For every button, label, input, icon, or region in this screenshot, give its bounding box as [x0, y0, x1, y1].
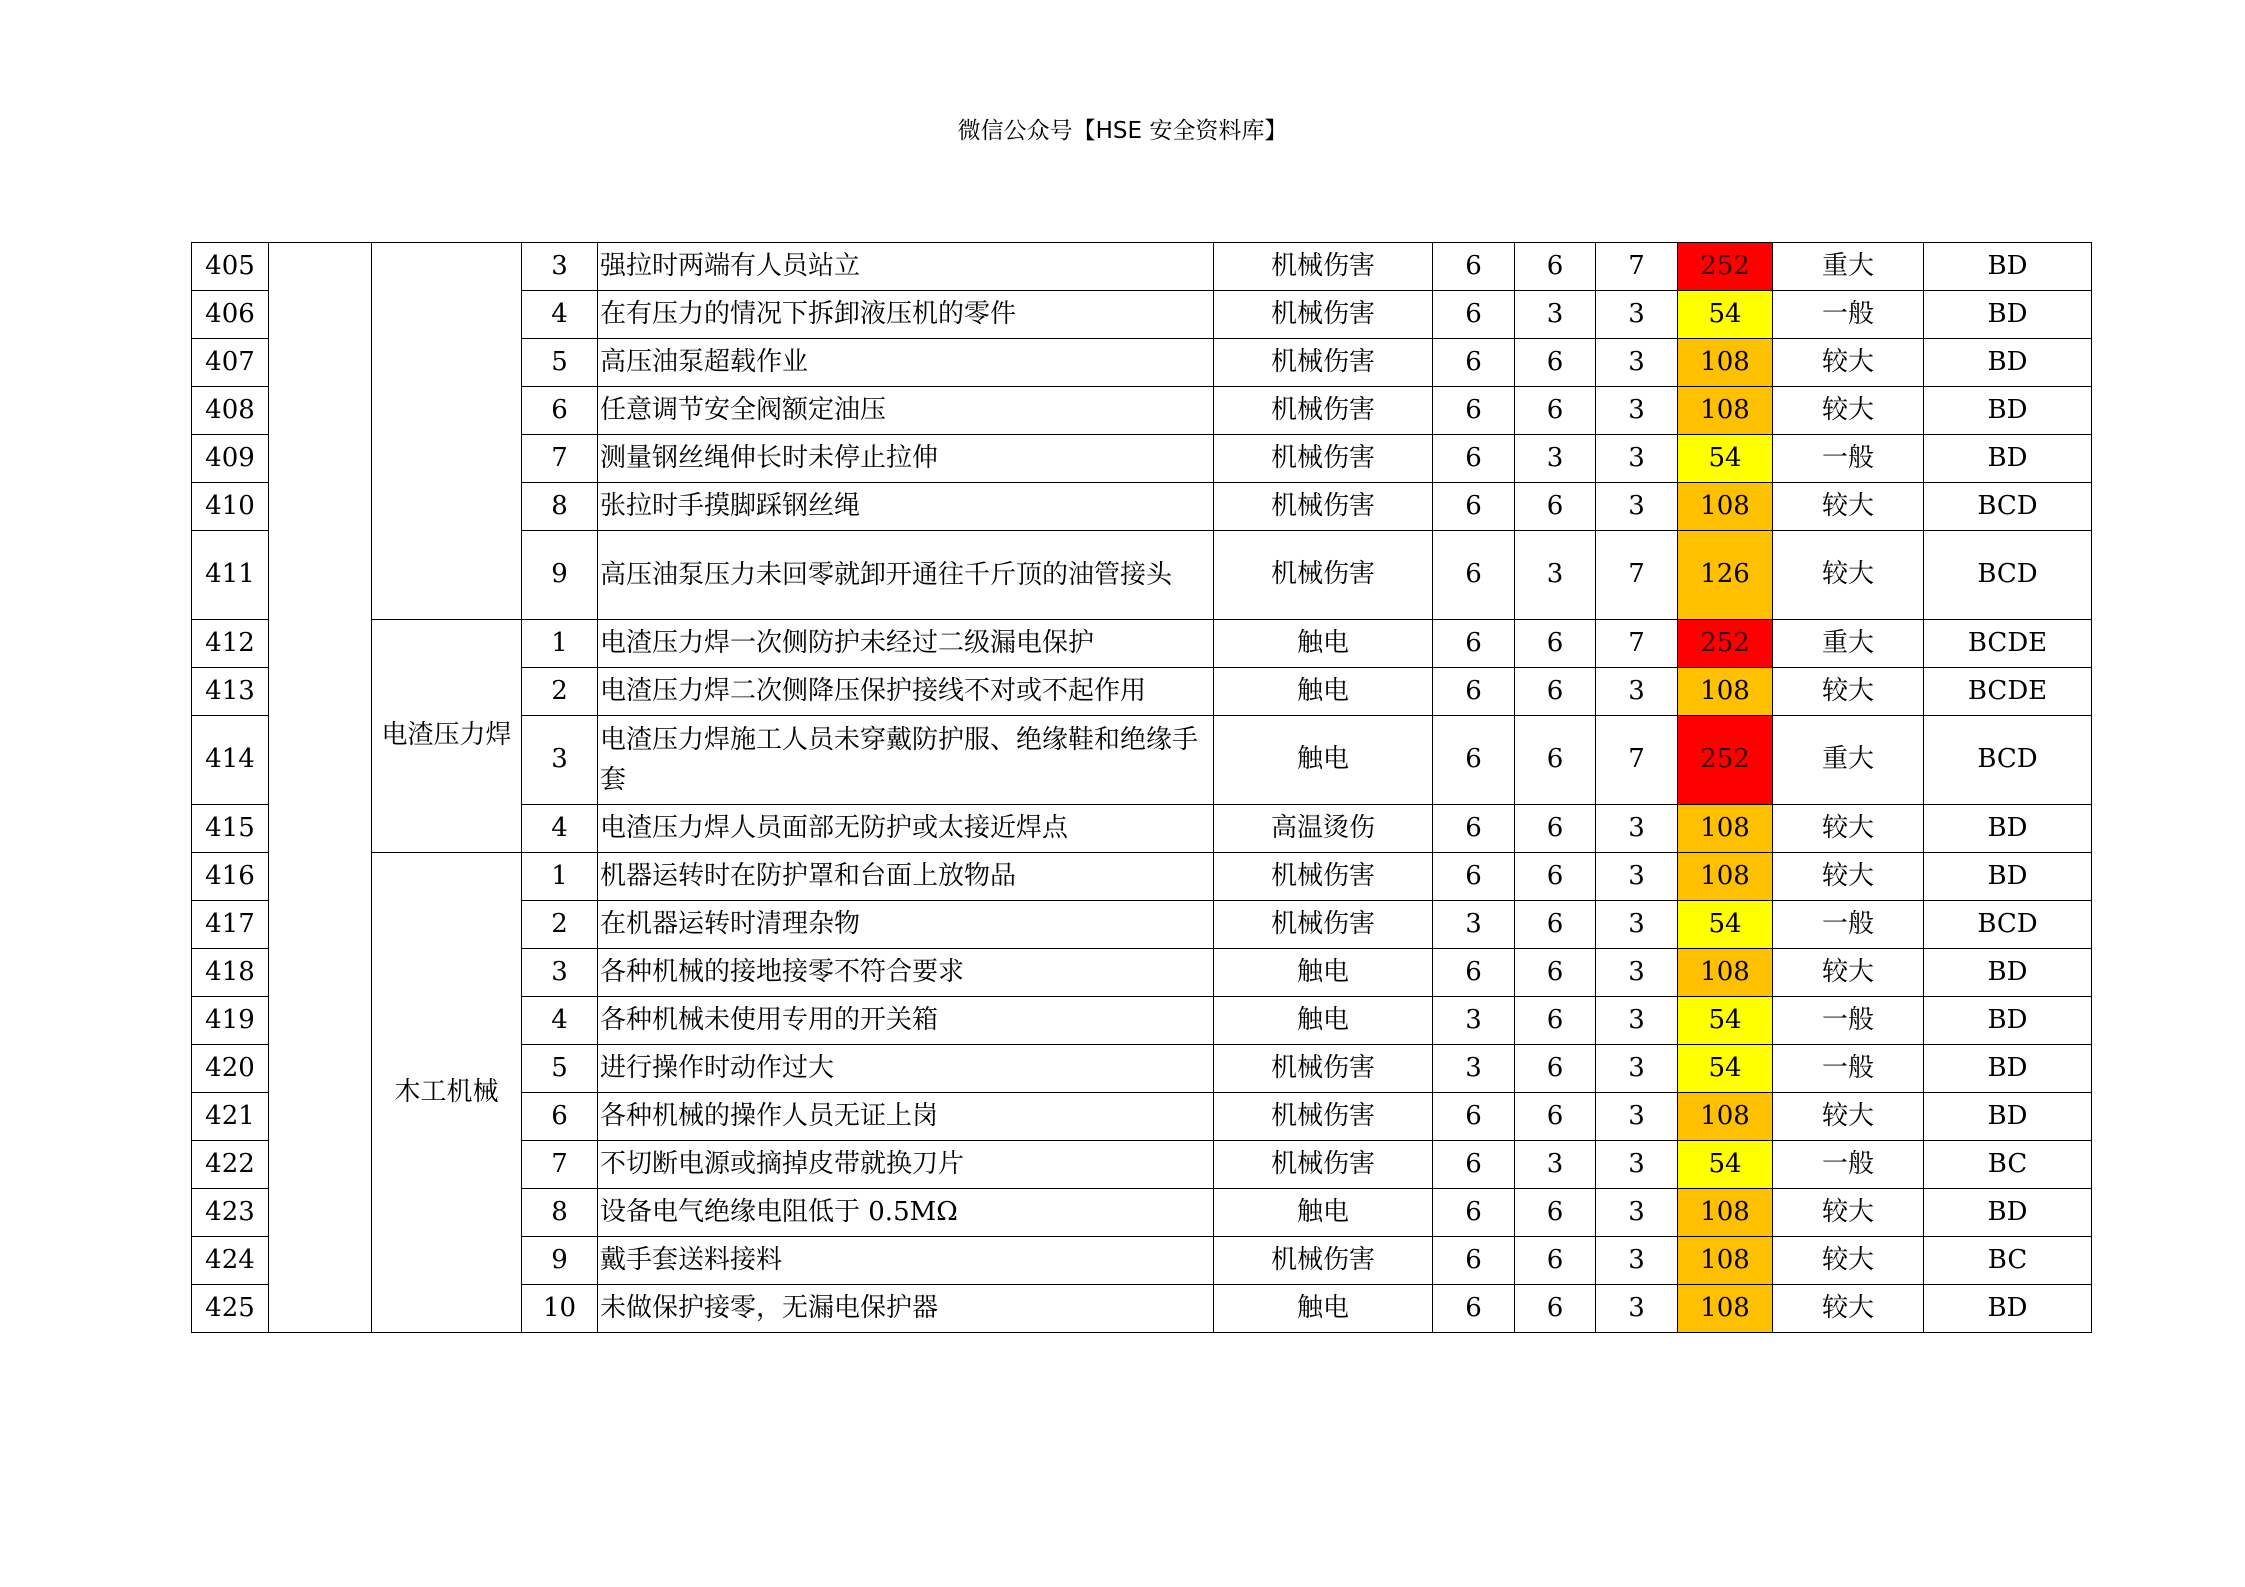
score-l: 6 — [1433, 387, 1515, 435]
hazard-description: 戴手套送料接料 — [598, 1237, 1214, 1285]
accident-type: 机械伤害 — [1214, 1141, 1433, 1189]
control-measures: BCD — [1924, 716, 2092, 805]
score-d: 108 — [1678, 1237, 1773, 1285]
score-e: 3 — [1515, 1141, 1596, 1189]
score-d: 252 — [1678, 716, 1773, 805]
row-number: 412 — [192, 620, 269, 668]
score-c: 3 — [1596, 1285, 1678, 1333]
score-c: 3 — [1596, 291, 1678, 339]
risk-level: 重大 — [1773, 716, 1924, 805]
control-measures: BD — [1924, 853, 2092, 901]
group-electroslag-welding: 电渣压力焊 — [372, 620, 522, 853]
score-d: 108 — [1678, 339, 1773, 387]
score-e: 6 — [1515, 620, 1596, 668]
control-measures: BD — [1924, 1285, 2092, 1333]
item-index: 4 — [522, 997, 598, 1045]
accident-type: 触电 — [1214, 620, 1433, 668]
score-d: 108 — [1678, 1285, 1773, 1333]
accident-type: 机械伤害 — [1214, 291, 1433, 339]
accident-type: 触电 — [1214, 1285, 1433, 1333]
hazard-description: 在有压力的情况下拆卸液压机的零件 — [598, 291, 1214, 339]
score-l: 6 — [1433, 483, 1515, 531]
score-c: 3 — [1596, 997, 1678, 1045]
score-e: 6 — [1515, 853, 1596, 901]
hazard-description: 设备电气绝缘电阻低于 0.5MΩ — [598, 1189, 1214, 1237]
item-index: 3 — [522, 243, 598, 291]
row-number: 414 — [192, 716, 269, 805]
hazard-description: 张拉时手摸脚踩钢丝绳 — [598, 483, 1214, 531]
row-number: 416 — [192, 853, 269, 901]
row-number: 411 — [192, 531, 269, 620]
score-e: 3 — [1515, 531, 1596, 620]
row-number: 405 — [192, 243, 269, 291]
risk-level: 一般 — [1773, 1141, 1924, 1189]
score-c: 7 — [1596, 531, 1678, 620]
hazard-description: 不切断电源或摘掉皮带就换刀片 — [598, 1141, 1214, 1189]
control-measures: BD — [1924, 291, 2092, 339]
score-c: 3 — [1596, 668, 1678, 716]
score-l: 6 — [1433, 291, 1515, 339]
control-measures: BCDE — [1924, 620, 2092, 668]
item-index: 6 — [522, 1093, 598, 1141]
score-l: 6 — [1433, 668, 1515, 716]
hazard-description: 电渣压力焊施工人员未穿戴防护服、绝缘鞋和绝缘手套 — [598, 716, 1214, 805]
score-d: 108 — [1678, 387, 1773, 435]
item-index: 1 — [522, 853, 598, 901]
control-measures: BCD — [1924, 483, 2092, 531]
risk-level: 一般 — [1773, 1045, 1924, 1093]
control-measures: BD — [1924, 997, 2092, 1045]
score-d: 108 — [1678, 1189, 1773, 1237]
score-c: 7 — [1596, 620, 1678, 668]
risk-level: 较大 — [1773, 1189, 1924, 1237]
row-number: 408 — [192, 387, 269, 435]
hazard-description: 各种机械的操作人员无证上岗 — [598, 1093, 1214, 1141]
score-e: 6 — [1515, 483, 1596, 531]
risk-level: 较大 — [1773, 387, 1924, 435]
score-l: 3 — [1433, 997, 1515, 1045]
row-number: 409 — [192, 435, 269, 483]
row-number: 417 — [192, 901, 269, 949]
accident-type: 高温烫伤 — [1214, 805, 1433, 853]
hazard-description: 任意调节安全阀额定油压 — [598, 387, 1214, 435]
score-l: 6 — [1433, 435, 1515, 483]
score-l: 6 — [1433, 243, 1515, 291]
accident-type: 触电 — [1214, 1189, 1433, 1237]
risk-level: 较大 — [1773, 1285, 1924, 1333]
control-measures: BC — [1924, 1237, 2092, 1285]
item-index: 4 — [522, 805, 598, 853]
item-index: 7 — [522, 1141, 598, 1189]
score-e: 6 — [1515, 949, 1596, 997]
score-c: 3 — [1596, 1045, 1678, 1093]
risk-level: 一般 — [1773, 291, 1924, 339]
hazard-description: 机器运转时在防护罩和台面上放物品 — [598, 853, 1214, 901]
accident-type: 机械伤害 — [1214, 243, 1433, 291]
score-c: 3 — [1596, 1189, 1678, 1237]
accident-type: 触电 — [1214, 716, 1433, 805]
row-number: 422 — [192, 1141, 269, 1189]
score-e: 6 — [1515, 668, 1596, 716]
row-number: 418 — [192, 949, 269, 997]
risk-level: 一般 — [1773, 901, 1924, 949]
risk-level: 重大 — [1773, 243, 1924, 291]
accident-type: 机械伤害 — [1214, 435, 1433, 483]
score-d: 54 — [1678, 435, 1773, 483]
score-c: 3 — [1596, 435, 1678, 483]
accident-type: 机械伤害 — [1214, 853, 1433, 901]
score-e: 6 — [1515, 339, 1596, 387]
score-l: 6 — [1433, 620, 1515, 668]
control-measures: BD — [1924, 243, 2092, 291]
score-d: 54 — [1678, 1141, 1773, 1189]
score-d: 108 — [1678, 853, 1773, 901]
accident-type: 机械伤害 — [1214, 1237, 1433, 1285]
risk-level: 一般 — [1773, 435, 1924, 483]
score-c: 3 — [1596, 339, 1678, 387]
accident-type: 机械伤害 — [1214, 483, 1433, 531]
item-index: 2 — [522, 668, 598, 716]
row-number: 420 — [192, 1045, 269, 1093]
risk-table — [191, 242, 2092, 1333]
score-c: 3 — [1596, 853, 1678, 901]
score-d: 54 — [1678, 1045, 1773, 1093]
hazard-description: 各种机械的接地接零不符合要求 — [598, 949, 1214, 997]
score-c: 3 — [1596, 1093, 1678, 1141]
score-e: 6 — [1515, 716, 1596, 805]
score-e: 6 — [1515, 1189, 1596, 1237]
row-number: 410 — [192, 483, 269, 531]
score-c: 7 — [1596, 243, 1678, 291]
hazard-description: 测量钢丝绳伸长时未停止拉伸 — [598, 435, 1214, 483]
item-index: 8 — [522, 1189, 598, 1237]
score-e: 3 — [1515, 435, 1596, 483]
risk-level: 较大 — [1773, 339, 1924, 387]
hazard-description: 电渣压力焊二次侧降压保护接线不对或不起作用 — [598, 668, 1214, 716]
score-l: 6 — [1433, 531, 1515, 620]
control-measures: BD — [1924, 387, 2092, 435]
accident-type: 触电 — [1214, 668, 1433, 716]
risk-level: 较大 — [1773, 853, 1924, 901]
table-row — [192, 243, 2092, 291]
hazard-description: 高压油泵压力未回零就卸开通往千斤顶的油管接头 — [598, 531, 1214, 620]
score-d: 54 — [1678, 997, 1773, 1045]
accident-type: 机械伤害 — [1214, 1093, 1433, 1141]
item-index: 6 — [522, 387, 598, 435]
score-e: 6 — [1515, 387, 1596, 435]
row-number: 421 — [192, 1093, 269, 1141]
control-measures: BCD — [1924, 531, 2092, 620]
score-c: 3 — [1596, 901, 1678, 949]
score-c: 3 — [1596, 805, 1678, 853]
score-c: 3 — [1596, 483, 1678, 531]
accident-type: 触电 — [1214, 949, 1433, 997]
accident-type: 触电 — [1214, 997, 1433, 1045]
score-l: 3 — [1433, 1045, 1515, 1093]
score-l: 6 — [1433, 949, 1515, 997]
subcategory-cell — [372, 243, 522, 620]
item-index: 5 — [522, 339, 598, 387]
page-header: 微信公众号【HSE 安全资料库】 — [957, 118, 1288, 144]
item-index: 3 — [522, 949, 598, 997]
control-measures: BCD — [1924, 901, 2092, 949]
group-woodworking-machinery: 木工机械 — [372, 853, 522, 1333]
risk-level: 较大 — [1773, 805, 1924, 853]
hazard-description: 高压油泵超载作业 — [598, 339, 1214, 387]
category-cell — [269, 243, 372, 1333]
item-index: 10 — [522, 1285, 598, 1333]
risk-level: 重大 — [1773, 620, 1924, 668]
row-number: 419 — [192, 997, 269, 1045]
row-number: 407 — [192, 339, 269, 387]
score-e: 6 — [1515, 805, 1596, 853]
row-number: 425 — [192, 1285, 269, 1333]
item-index: 9 — [522, 531, 598, 620]
control-measures: BD — [1924, 949, 2092, 997]
score-e: 6 — [1515, 997, 1596, 1045]
hazard-description: 各种机械未使用专用的开关箱 — [598, 997, 1214, 1045]
score-c: 3 — [1596, 949, 1678, 997]
score-l: 6 — [1433, 339, 1515, 387]
score-l: 6 — [1433, 716, 1515, 805]
accident-type: 机械伤害 — [1214, 1045, 1433, 1093]
score-d: 108 — [1678, 1093, 1773, 1141]
control-measures: BD — [1924, 435, 2092, 483]
score-c: 7 — [1596, 716, 1678, 805]
score-d: 54 — [1678, 291, 1773, 339]
control-measures: BD — [1924, 1093, 2092, 1141]
score-c: 3 — [1596, 1237, 1678, 1285]
score-d: 54 — [1678, 901, 1773, 949]
score-l: 6 — [1433, 1189, 1515, 1237]
risk-level: 较大 — [1773, 1093, 1924, 1141]
score-d: 252 — [1678, 620, 1773, 668]
risk-level: 较大 — [1773, 949, 1924, 997]
item-index: 3 — [522, 716, 598, 805]
score-e: 6 — [1515, 1093, 1596, 1141]
row-number: 413 — [192, 668, 269, 716]
control-measures: BD — [1924, 805, 2092, 853]
score-d: 108 — [1678, 668, 1773, 716]
score-d: 108 — [1678, 805, 1773, 853]
score-d: 108 — [1678, 949, 1773, 997]
control-measures: BD — [1924, 339, 2092, 387]
item-index: 2 — [522, 901, 598, 949]
item-index: 1 — [522, 620, 598, 668]
score-d: 108 — [1678, 483, 1773, 531]
score-l: 6 — [1433, 1093, 1515, 1141]
score-l: 6 — [1433, 1141, 1515, 1189]
table-row — [192, 620, 2092, 668]
score-l: 6 — [1433, 1237, 1515, 1285]
row-number: 415 — [192, 805, 269, 853]
item-index: 4 — [522, 291, 598, 339]
hazard-description: 电渣压力焊人员面部无防护或太接近焊点 — [598, 805, 1214, 853]
control-measures: BD — [1924, 1045, 2092, 1093]
score-l: 6 — [1433, 805, 1515, 853]
item-index: 7 — [522, 435, 598, 483]
score-e: 3 — [1515, 291, 1596, 339]
item-index: 8 — [522, 483, 598, 531]
hazard-description: 电渣压力焊一次侧防护未经过二级漏电保护 — [598, 620, 1214, 668]
row-number: 424 — [192, 1237, 269, 1285]
risk-level: 较大 — [1773, 668, 1924, 716]
control-measures: BC — [1924, 1141, 2092, 1189]
risk-level: 较大 — [1773, 531, 1924, 620]
item-index: 5 — [522, 1045, 598, 1093]
score-c: 3 — [1596, 1141, 1678, 1189]
accident-type: 机械伤害 — [1214, 387, 1433, 435]
score-c: 3 — [1596, 387, 1678, 435]
score-l: 6 — [1433, 853, 1515, 901]
score-d: 126 — [1678, 531, 1773, 620]
accident-type: 机械伤害 — [1214, 901, 1433, 949]
score-d: 252 — [1678, 243, 1773, 291]
score-l: 3 — [1433, 901, 1515, 949]
hazard-description: 强拉时两端有人员站立 — [598, 243, 1214, 291]
control-measures: BCDE — [1924, 668, 2092, 716]
row-number: 406 — [192, 291, 269, 339]
score-e: 6 — [1515, 1045, 1596, 1093]
score-e: 6 — [1515, 243, 1596, 291]
accident-type: 机械伤害 — [1214, 339, 1433, 387]
row-number: 423 — [192, 1189, 269, 1237]
accident-type: 机械伤害 — [1214, 531, 1433, 620]
hazard-description: 未做保护接零，无漏电保护器 — [598, 1285, 1214, 1333]
risk-level: 一般 — [1773, 997, 1924, 1045]
control-measures: BD — [1924, 1189, 2092, 1237]
hazard-description: 在机器运转时清理杂物 — [598, 901, 1214, 949]
score-e: 6 — [1515, 1237, 1596, 1285]
score-e: 6 — [1515, 901, 1596, 949]
table-row — [192, 853, 2092, 901]
hazard-description: 进行操作时动作过大 — [598, 1045, 1214, 1093]
risk-level: 较大 — [1773, 1237, 1924, 1285]
risk-level: 较大 — [1773, 483, 1924, 531]
item-index: 9 — [522, 1237, 598, 1285]
score-l: 6 — [1433, 1285, 1515, 1333]
score-e: 6 — [1515, 1285, 1596, 1333]
